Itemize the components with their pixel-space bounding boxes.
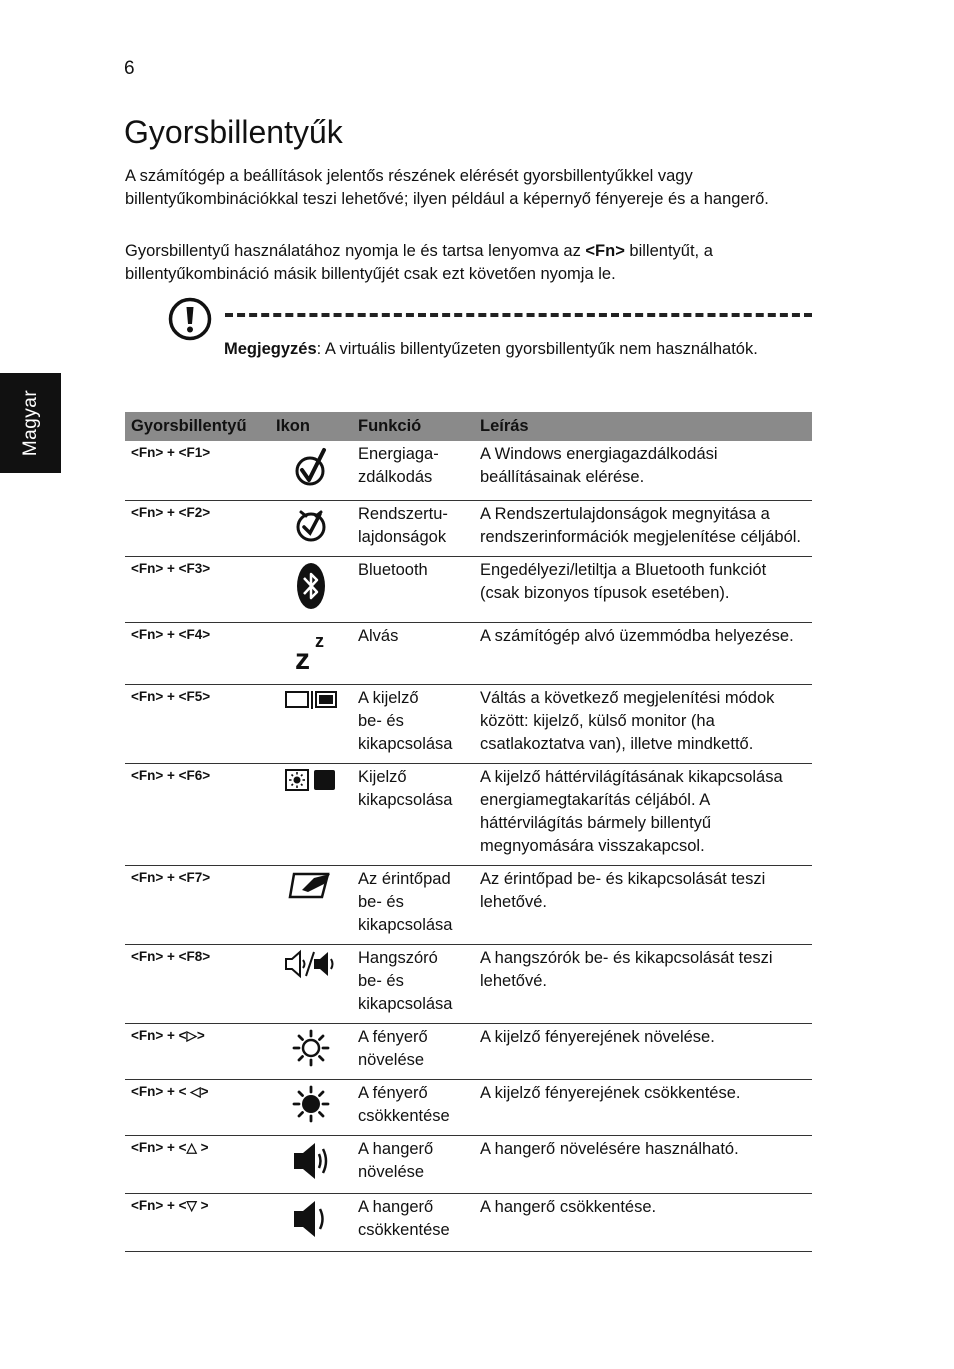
page-title: Gyorsbillentyűk bbox=[124, 114, 343, 150]
icon-cell bbox=[270, 623, 352, 685]
speaker-toggle-icon bbox=[284, 965, 338, 983]
screen-blank-icon bbox=[284, 778, 338, 796]
function-cell: Bluetooth bbox=[352, 557, 474, 623]
hotkey-cell: <Fn> + <F1> bbox=[125, 441, 270, 501]
note-exclamation-icon bbox=[167, 296, 213, 342]
svg-text:z: z bbox=[315, 631, 324, 651]
brightness-up-icon bbox=[291, 1054, 331, 1072]
hotkey-cell: <Fn> + <▷> bbox=[125, 1024, 270, 1080]
intro-p2-before: Gyorsbillentyű használatához nyomja le és tartsa lenyomva az bbox=[125, 242, 586, 260]
volume-down-icon bbox=[291, 1226, 331, 1244]
function-cell: Kijelző kikapcsolása bbox=[352, 764, 474, 866]
table-row bbox=[125, 1136, 812, 1194]
function-cell: A hangerő csökkentése bbox=[352, 1194, 474, 1252]
table-row bbox=[125, 1194, 812, 1252]
power-management-icon bbox=[291, 475, 331, 493]
hotkey-cell: <Fn> + <△ > bbox=[125, 1136, 270, 1194]
description-cell: A hangszórók be- és kikapcsolását teszi lehetővé. bbox=[474, 945, 812, 1024]
function-cell: Hangszóró be- és kikapcsolása bbox=[352, 945, 474, 1024]
hotkey-cell: <Fn> + <F4> bbox=[125, 623, 270, 685]
icon-cell bbox=[270, 1024, 352, 1080]
function-cell: A fényerő növelése bbox=[352, 1024, 474, 1080]
table-row bbox=[125, 866, 812, 945]
hotkey-table bbox=[125, 412, 812, 1252]
description-cell: Az érintőpad be- és kikapcsolását teszi lehetővé. bbox=[474, 866, 812, 945]
header-icon: Ikon bbox=[270, 412, 352, 441]
description-cell: A Rendszertulajdonságok megnyitása a rendszerinformációk megjelenítése céljából. bbox=[474, 501, 812, 557]
description-cell: A hangerő csökkentése. bbox=[474, 1194, 812, 1252]
svg-text:z: z bbox=[295, 643, 310, 673]
description-cell: A kijelző háttérvilágításának kikapcsolása energiamegtakarítás céljából. A háttérvilágítás bármely billentyű megnyomására visszakapcsol. bbox=[474, 764, 812, 866]
icon-cell bbox=[270, 1136, 352, 1194]
note-text bbox=[224, 338, 784, 361]
header-description: Leírás bbox=[474, 412, 812, 441]
function-cell: Alvás bbox=[352, 623, 474, 685]
language-side-tab-label: Magyar bbox=[20, 389, 41, 457]
function-cell: Energiaga- zdálkodás bbox=[352, 441, 474, 501]
function-cell: A fényerő csökkentése bbox=[352, 1080, 474, 1136]
intro-p2-key: <Fn> bbox=[585, 242, 625, 260]
hotkey-cell: <Fn> + <F3> bbox=[125, 557, 270, 623]
icon-cell bbox=[270, 501, 352, 557]
function-cell: Rendszertu- lajdonságok bbox=[352, 501, 474, 557]
icon-cell bbox=[270, 441, 352, 501]
table-row bbox=[125, 764, 812, 866]
touchpad-toggle-icon bbox=[288, 886, 334, 904]
description-cell: A hangerő növelésére használható. bbox=[474, 1136, 812, 1194]
description-cell: A kijelző fényerejének növelése. bbox=[474, 1024, 812, 1080]
icon-cell bbox=[270, 866, 352, 945]
icon-cell bbox=[270, 764, 352, 866]
icon-cell bbox=[270, 1080, 352, 1136]
function-cell: A kijelző be- és kikapcsolása bbox=[352, 685, 474, 764]
intro-paragraph-2 bbox=[125, 240, 805, 286]
icon-cell bbox=[270, 557, 352, 623]
note-separator bbox=[225, 313, 812, 317]
description-cell: A számítógép alvó üzemmódba helyezése. bbox=[474, 623, 812, 685]
function-cell: A hangerő növelése bbox=[352, 1136, 474, 1194]
description-cell: Engedélyezi/letiltja a Bluetooth funkciót (csak bizonyos típusok esetében). bbox=[474, 557, 812, 623]
table-row bbox=[125, 945, 812, 1024]
intro-p2-after: billentyűt, a billentyűkombináció másik billentyűjét csak ezt követően nyomja le. bbox=[125, 242, 713, 283]
hotkey-cell: <Fn> + <F7> bbox=[125, 866, 270, 945]
hotkey-cell: <Fn> + <▽ > bbox=[125, 1194, 270, 1252]
header-hotkey: Gyorsbillentyű bbox=[125, 412, 270, 441]
intro-paragraph-1: A számítógép a beállítások jelentős részének elérését gyorsbillentyűkkel vagy billentyűkombinációkkal teszi lehetővé; ilyen például a képernyő fényereje és a hangerő. bbox=[125, 167, 769, 208]
table-row bbox=[125, 1024, 812, 1080]
brightness-down-icon bbox=[291, 1110, 331, 1128]
table-row bbox=[125, 623, 812, 685]
sleep-icon bbox=[291, 631, 331, 677]
table-row bbox=[125, 1080, 812, 1136]
table-row bbox=[125, 501, 812, 557]
system-properties-icon bbox=[291, 531, 331, 549]
hotkey-cell: <Fn> + <F8> bbox=[125, 945, 270, 1024]
table-row bbox=[125, 685, 812, 764]
hotkey-cell: <Fn> + <F5> bbox=[125, 685, 270, 764]
description-cell: A Windows energiagazdálkodási beállításainak elérése. bbox=[474, 441, 812, 501]
description-cell: Váltás a következő megjelenítési módok között: kijelző, külső monitor (ha csatlakoztatva van), illetve mindkettő. bbox=[474, 685, 812, 764]
table-row bbox=[125, 557, 812, 623]
language-side-tab bbox=[0, 373, 61, 473]
hotkey-cell: <Fn> + <F2> bbox=[125, 501, 270, 557]
display-toggle-icon bbox=[284, 697, 338, 715]
bluetooth-icon bbox=[295, 597, 327, 615]
volume-up-icon bbox=[291, 1168, 331, 1186]
table-header-row bbox=[125, 412, 812, 441]
header-function: Funkció bbox=[352, 412, 474, 441]
hotkey-cell: <Fn> + < ◁> bbox=[125, 1080, 270, 1136]
icon-cell bbox=[270, 945, 352, 1024]
hotkey-cell: <Fn> + <F6> bbox=[125, 764, 270, 866]
note-body: : A virtuális billentyűzeten gyorsbillentyűk nem használhatók. bbox=[316, 340, 758, 358]
icon-cell bbox=[270, 685, 352, 764]
function-cell: Az érintőpad be- és kikapcsolása bbox=[352, 866, 474, 945]
page-number: 6 bbox=[124, 58, 135, 79]
description-cell: A kijelző fényerejének csökkentése. bbox=[474, 1080, 812, 1136]
icon-cell bbox=[270, 1194, 352, 1252]
table-row bbox=[125, 441, 812, 501]
note-label: Megjegyzés bbox=[224, 340, 317, 358]
